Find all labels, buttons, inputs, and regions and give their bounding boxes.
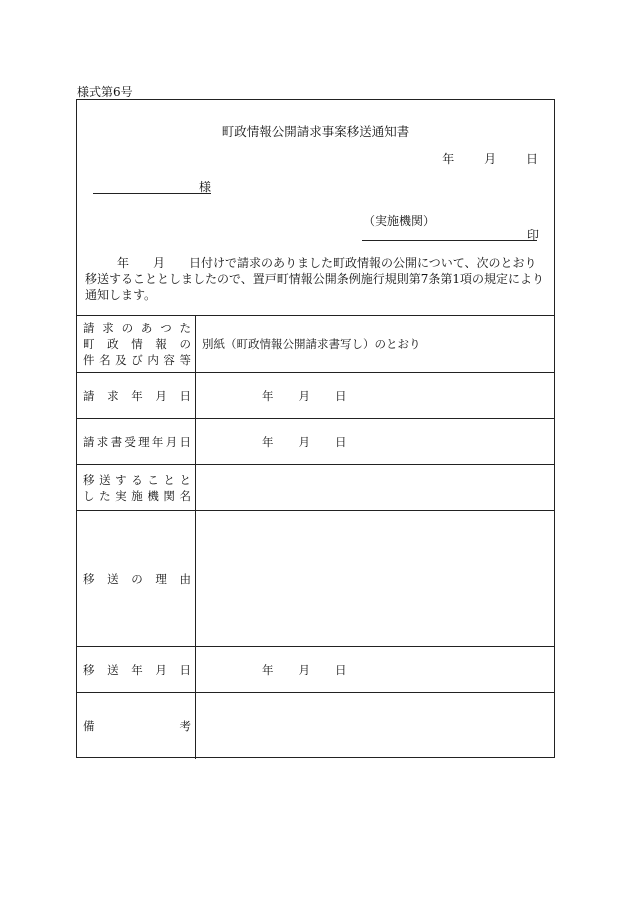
issue-date xyxy=(442,150,538,167)
notice-form xyxy=(76,99,555,758)
addressee-blank xyxy=(93,177,211,194)
row-label-reason: 移送の理由 xyxy=(77,511,196,647)
receipt-date-value: 年 月 日 xyxy=(196,419,555,465)
notice-body xyxy=(85,255,546,303)
request-date-value: 年 月 日 xyxy=(196,373,555,419)
row-label-subject: 請求のあつた 町政情報の 件名及び内容等 xyxy=(77,316,196,373)
issuer-blank xyxy=(362,226,540,242)
row-label-transfer-org: 移送することと した実施機関名 xyxy=(77,465,196,511)
transfer-date-value: 年 月 日 xyxy=(196,647,555,693)
day-label: 日 xyxy=(525,152,538,166)
remarks-value xyxy=(196,693,555,759)
row-label-request-date: 請求年月日 xyxy=(77,373,196,419)
year-label: 年 xyxy=(442,152,455,166)
table-row xyxy=(77,647,554,693)
month-label: 月 xyxy=(484,152,497,166)
table-row xyxy=(77,419,554,465)
table-row xyxy=(77,373,554,419)
row-label-receipt-date: 請求書受理年月日 xyxy=(77,419,196,465)
form-number: 様式第6号 xyxy=(77,85,133,99)
body-month: 月 xyxy=(153,256,166,270)
subject-value: 別紙（町政情報公開請求書写し）のとおり xyxy=(196,316,555,373)
transfer-org-value xyxy=(196,465,555,511)
table-row xyxy=(77,316,554,373)
table-row xyxy=(77,511,554,647)
reason-value xyxy=(196,511,555,647)
seal-mark: 印 xyxy=(527,228,540,242)
addressee-suffix: 様 xyxy=(199,180,212,194)
issuer-label: （実施機関） xyxy=(363,214,436,228)
table-row xyxy=(77,693,554,759)
transfer-details-table xyxy=(77,315,554,759)
table-row xyxy=(77,465,554,511)
row-label-remarks: 備考 xyxy=(77,693,196,759)
document-title: 町政情報公開請求事案移送通知書 xyxy=(221,124,410,139)
row-label-transfer-date: 移送年月日 xyxy=(77,647,196,693)
body-text: 日付けで請求のありました町政情報の公開について、次のとおり移送することとしましたので、置戸町情報公開条例施行規則第7条第1項の規定により通知します。 xyxy=(85,256,545,302)
body-year: 年 xyxy=(117,256,130,270)
